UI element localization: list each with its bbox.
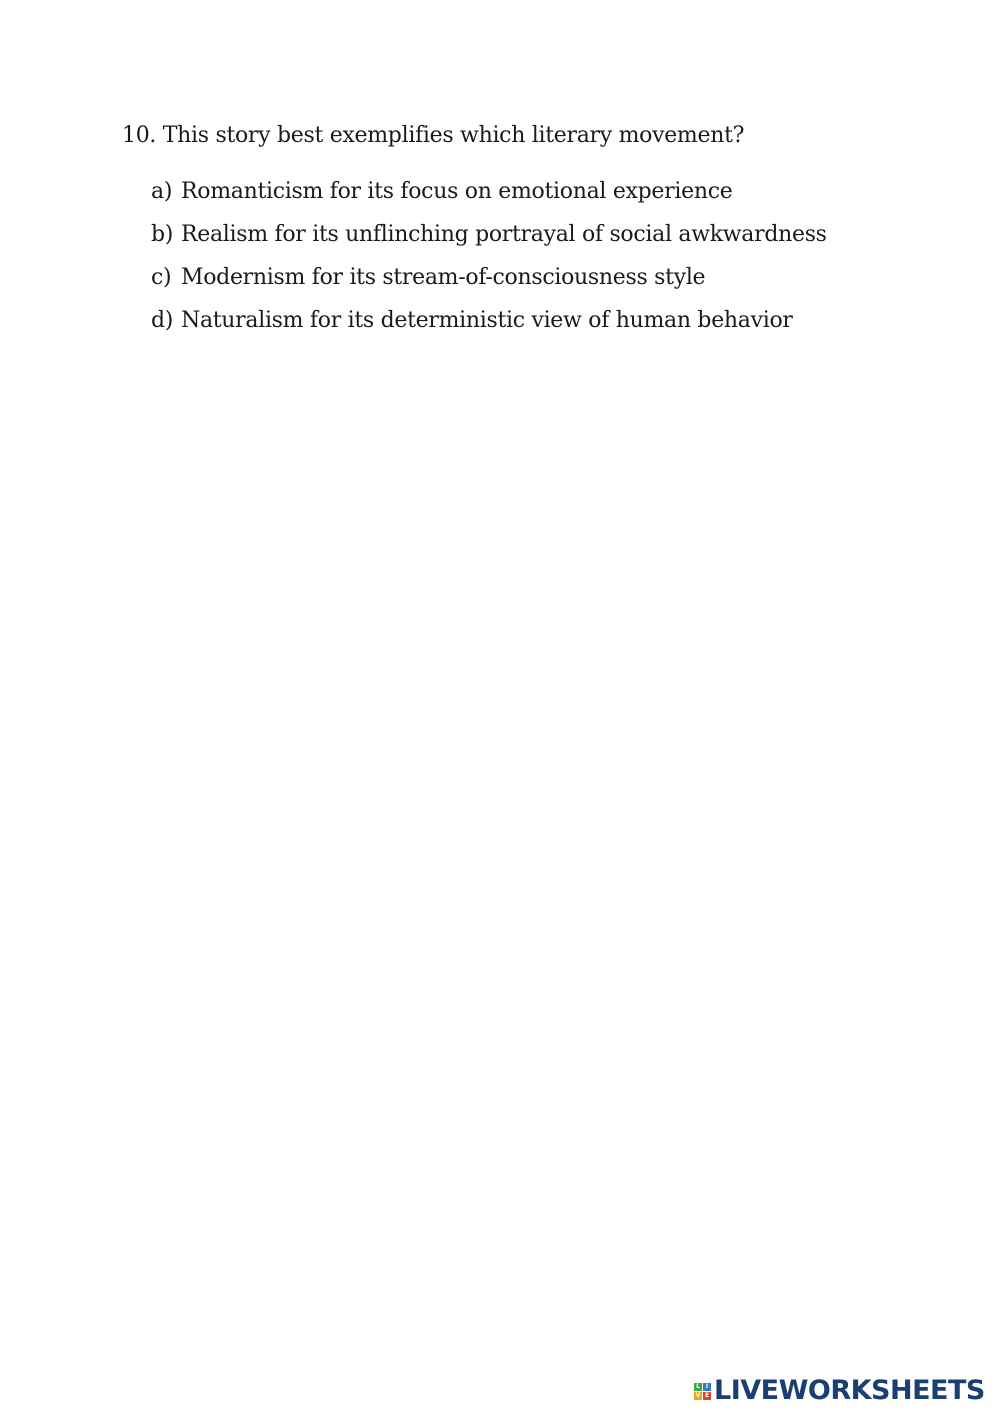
answer-option-c[interactable] (151, 263, 827, 306)
logo-mark-cell: E (704, 1391, 710, 1399)
option-text: Romanticism for its focus on emotional experience (181, 179, 733, 204)
logo-mark-cell: V (695, 1391, 701, 1399)
question-number: 10. (122, 123, 157, 148)
option-letter: a) (151, 179, 173, 204)
answer-options-list (151, 177, 827, 349)
question-prompt (122, 121, 744, 151)
logo-wordmark: LIVEWORKSHEETS (714, 1375, 985, 1406)
answer-option-d[interactable] (151, 306, 827, 349)
logo-mark-cell: I (703, 1383, 711, 1391)
option-text: Modernism for its stream-of-consciousness style (181, 265, 706, 290)
answer-option-a[interactable] (151, 177, 827, 220)
liveworksheets-logo (694, 1376, 985, 1406)
option-text: Naturalism for its deterministic view of human behavior (181, 308, 793, 333)
option-text: Realism for its unflinching portrayal of social awkwardness (181, 222, 827, 247)
answer-option-b[interactable] (151, 220, 827, 263)
question-text: This story best exemplifies which literary movement? (162, 123, 745, 148)
option-letter: d) (151, 308, 174, 333)
option-letter: b) (151, 222, 174, 247)
logo-mark-cell: L (694, 1383, 702, 1391)
option-letter: c) (151, 265, 172, 290)
live-logo-icon (694, 1383, 711, 1400)
